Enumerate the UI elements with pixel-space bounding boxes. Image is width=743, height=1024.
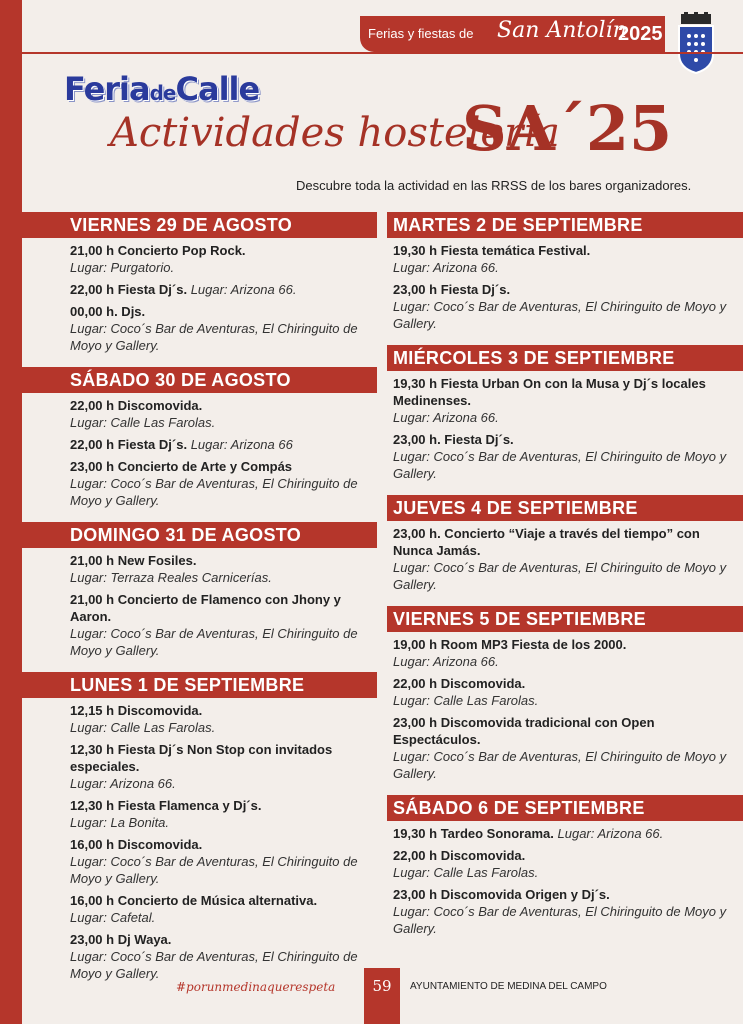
event-title: 19,30 h Tardeo Sonorama. [393, 826, 554, 841]
event-title: 22,00 h Fiesta Dj´s. [70, 282, 188, 297]
footer-organization: AYUNTAMIENTO DE MEDINA DEL CAMPO [410, 981, 607, 992]
event-item [393, 714, 737, 782]
event-item [70, 931, 371, 982]
event-list [387, 238, 743, 345]
event-item [70, 303, 371, 354]
day-header: MIÉRCOLES 3 DE SEPTIEMBRE [387, 345, 743, 371]
coat-of-arms-icon [675, 12, 717, 74]
event-place: Lugar: Coco´s Bar de Aventuras, El Chiringuito de Moyo y Gallery. [70, 854, 358, 886]
event-title: 23,00 h. Fiesta Dj´s. [393, 432, 514, 447]
event-item [393, 525, 737, 593]
event-item [70, 797, 371, 831]
event-place: Lugar: La Bonita. [70, 815, 170, 830]
event-title: 21,00 h Concierto Pop Rock. [70, 243, 246, 258]
event-title: 22,00 h Fiesta Dj´s. [70, 437, 188, 452]
event-title: 19,00 h Room MP3 Fiesta de los 2000. [393, 637, 627, 652]
header-year: 2025 [618, 23, 663, 45]
event-place: Lugar: Arizona 66 [190, 437, 293, 452]
event-title: 23,00 h Discomovida Origen y Dj´s. [393, 887, 610, 902]
event-list [22, 238, 377, 367]
event-item [70, 836, 371, 887]
event-item [70, 242, 371, 276]
day-header: SÁBADO 6 DE SEPTIEMBRE [387, 795, 743, 821]
event-title: 23,00 h Dj Waya. [70, 932, 172, 947]
logo-de: de [149, 81, 176, 105]
day-header: DOMINGO 31 DE AGOSTO [22, 522, 377, 548]
event-title: 21,00 h Concierto de Flamenco con Jhony y Aaron. [70, 592, 341, 624]
event-place: Lugar: Cafetal. [70, 910, 156, 925]
event-place: Lugar: Arizona 66. [393, 410, 499, 425]
header-script-name: San Antolín [497, 18, 627, 43]
event-list [22, 548, 377, 672]
event-list [387, 521, 743, 606]
event-place: Lugar: Calle Las Farolas. [393, 693, 539, 708]
page-title: Actividades hostelería [110, 110, 560, 156]
event-place: Lugar: Coco´s Bar de Aventuras, El Chiringuito de Moyo y Gallery. [70, 476, 358, 508]
event-place: Lugar: Coco´s Bar de Aventuras, El Chiringuito de Moyo y Gallery. [393, 560, 727, 592]
event-title: 22,00 h Discomovida. [70, 398, 203, 413]
event-item [393, 847, 737, 881]
day-header: SÁBADO 30 DE AGOSTO [22, 367, 377, 393]
event-place: Lugar: Arizona 66. [393, 654, 499, 669]
day-header: MARTES 2 DE SEPTIEMBRE [387, 212, 743, 238]
event-item [393, 281, 737, 332]
event-title: 21,00 h New Fosiles. [70, 553, 197, 568]
page-subtitle: Descubre toda la actividad en las RRSS de los bares organizadores. [296, 178, 692, 193]
event-item [70, 702, 371, 736]
event-title: 23,00 h Concierto de Arte y Compás [70, 459, 293, 474]
event-list [22, 698, 377, 995]
event-title: 23,00 h Fiesta Dj´s. [393, 282, 511, 297]
feria-de-calle-logo [64, 70, 259, 108]
day-header: LUNES 1 DE SEPTIEMBRE [22, 672, 377, 698]
event-place: Lugar: Calle Las Farolas. [393, 865, 539, 880]
event-title: 23,00 h. Concierto “Viaje a través del tiempo” con Nunca Jamás. [393, 526, 700, 558]
event-list [387, 371, 743, 495]
event-title: 00,00 h. Djs. [70, 304, 146, 319]
event-list [387, 821, 743, 950]
day-header: VIERNES 29 DE AGOSTO [22, 212, 377, 238]
event-title: 12,30 h Fiesta Flamenca y Dj´s. [70, 798, 262, 813]
event-place: Lugar: Coco´s Bar de Aventuras, El Chiringuito de Moyo y Gallery. [70, 949, 358, 981]
logo-calle: Calle [175, 70, 260, 108]
event-item [70, 281, 371, 298]
event-place: Lugar: Coco´s Bar de Aventuras, El Chiringuito de Moyo y Gallery. [70, 626, 358, 658]
event-place: Lugar: Coco´s Bar de Aventuras, El Chiringuito de Moyo y Gallery. [393, 449, 727, 481]
logo-feria: Feria [64, 70, 150, 108]
event-place: Lugar: Coco´s Bar de Aventuras, El Chiringuito de Moyo y Gallery. [393, 299, 727, 331]
sa25-mark: SA´25 [462, 92, 673, 165]
event-item [393, 636, 737, 670]
day-header: JUEVES 4 DE SEPTIEMBRE [387, 495, 743, 521]
event-item [393, 375, 737, 426]
left-column [22, 212, 377, 995]
event-title: 19,30 h Fiesta temática Festival. [393, 243, 591, 258]
event-item [393, 242, 737, 276]
event-title: 22,00 h Discomovida. [393, 848, 526, 863]
event-item [70, 397, 371, 431]
event-title: 19,30 h Fiesta Urban On con la Musa y Dj´s locales Medinenses. [393, 376, 706, 408]
event-item [70, 436, 371, 453]
event-place: Lugar: Arizona 66. [393, 260, 499, 275]
event-item [70, 552, 371, 586]
event-title: 23,00 h Discomovida tradicional con Open Espectáculos. [393, 715, 655, 747]
header-rule [22, 52, 743, 54]
event-item [393, 825, 737, 842]
event-title: 16,00 h Concierto de Música alternativa. [70, 893, 318, 908]
event-title: 12,15 h Discomovida. [70, 703, 203, 718]
event-list [387, 632, 743, 795]
event-place: Lugar: Terraza Reales Carnicerías. [70, 570, 272, 585]
event-place: Lugar: Arizona 66. [190, 282, 297, 297]
event-item [70, 591, 371, 659]
header-label: Ferias y fiestas de [368, 26, 474, 41]
page-number: 59 [364, 968, 400, 1024]
right-column [387, 212, 743, 950]
event-list [22, 393, 377, 522]
event-title: 12,30 h Fiesta Dj´s Non Stop con invitados especiales. [70, 742, 333, 774]
event-place: Lugar: Coco´s Bar de Aventuras, El Chiringuito de Moyo y Gallery. [393, 904, 727, 936]
event-place: Lugar: Purgatorio. [70, 260, 175, 275]
event-place: Lugar: Calle Las Farolas. [70, 720, 216, 735]
event-item [393, 675, 737, 709]
event-place: Lugar: Coco´s Bar de Aventuras, El Chiringuito de Moyo y Gallery. [70, 321, 358, 353]
event-place: Lugar: Arizona 66. [70, 776, 176, 791]
event-title: 22,00 h Discomovida. [393, 676, 526, 691]
event-item [70, 458, 371, 509]
event-item [70, 892, 371, 926]
event-place: Lugar: Calle Las Farolas. [70, 415, 216, 430]
event-item [70, 741, 371, 792]
event-item [393, 431, 737, 482]
event-title: 16,00 h Discomovida. [70, 837, 203, 852]
day-header: VIERNES 5 DE SEPTIEMBRE [387, 606, 743, 632]
event-place: Lugar: Arizona 66. [557, 826, 664, 841]
event-place: Lugar: Coco´s Bar de Aventuras, El Chiringuito de Moyo y Gallery. [393, 749, 727, 781]
event-item [393, 886, 737, 937]
footer-hashtag: #porunmedinaquerespeta [176, 980, 336, 994]
left-red-strip [0, 0, 22, 1024]
